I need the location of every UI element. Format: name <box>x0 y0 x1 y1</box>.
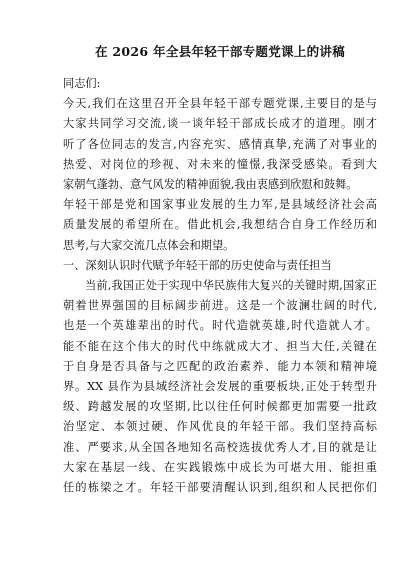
salutation: 同志们: <box>63 77 101 90</box>
paragraph-line: 当前,我国正处于实现中华民族伟大复兴的关键时期,国家正 <box>85 279 377 293</box>
paragraph-line: 能不能在这个伟大的时代中练就成大才、担当大任,关键在 <box>63 339 377 353</box>
paragraph-line: 大家在基层一线、在实践锻炼中成长为可堪大用、能担重 <box>63 460 377 474</box>
paragraph-line: 思考,与大家交流几点体会和期望。 <box>63 238 235 252</box>
paragraph-line: 任的栋梁之才。年轻干部要清醒认识到,组织和人民把你们 <box>63 481 377 495</box>
paragraph-line: 朝着世界强国的目标阔步前进。这是一个波澜壮阔的时代, <box>63 299 377 313</box>
paragraph-line: 年轻干部是党和国家事业发展的生力军,是县域经济社会高 <box>63 198 377 212</box>
paragraph-line: 也是一个英雄辈出的时代。时代造就英雄,时代造就人才。 <box>63 319 377 333</box>
paragraph-line: 界。XX 县作为县域经济社会发展的重要板块,正处于转型升 <box>63 380 377 394</box>
paragraph-line: 级、跨越发展的攻坚期,比以往任何时候都更加需要一批政 <box>63 400 377 414</box>
paragraph-line: 热爱、对岗位的珍视、对未来的憧憬,我深受感染。看到大 <box>63 157 377 171</box>
paragraph-line: 大家共同学习交流,谈一谈年轻干部成长成才的道理。刚才 <box>63 117 377 131</box>
paragraph-line: 听了各位同志的发言,内容充实、感情真挚,充满了对事业的 <box>63 137 377 151</box>
paragraph-line: 质量发展的希望所在。借此机会,我想结合自身工作经历和 <box>63 218 377 232</box>
section-heading: 一、深刻认识时代赋予年轻干部的历史使命与责任担当 <box>63 258 332 272</box>
paragraph-line: 今天,我们在这里召开全县年轻干部专题党课,主要目的是与 <box>63 97 377 111</box>
paragraph-line: 家朝气蓬勃、意气风发的精神面貌,我由衷感到欣慰和鼓舞。 <box>63 178 358 192</box>
paragraph-line: 准、严要求,从全国各地知名高校选拔优秀人才,目的就是让 <box>63 440 377 454</box>
document-title: 在 2026 年全县年轻干部专题党课上的讲稿 <box>94 44 346 59</box>
paragraph-line: 治坚定、本领过硬、作风优良的年轻干部。我们坚持高标 <box>63 420 377 434</box>
paragraph-line: 于自身是否具备与之匹配的政治素养、能力本领和精神境 <box>63 359 377 373</box>
